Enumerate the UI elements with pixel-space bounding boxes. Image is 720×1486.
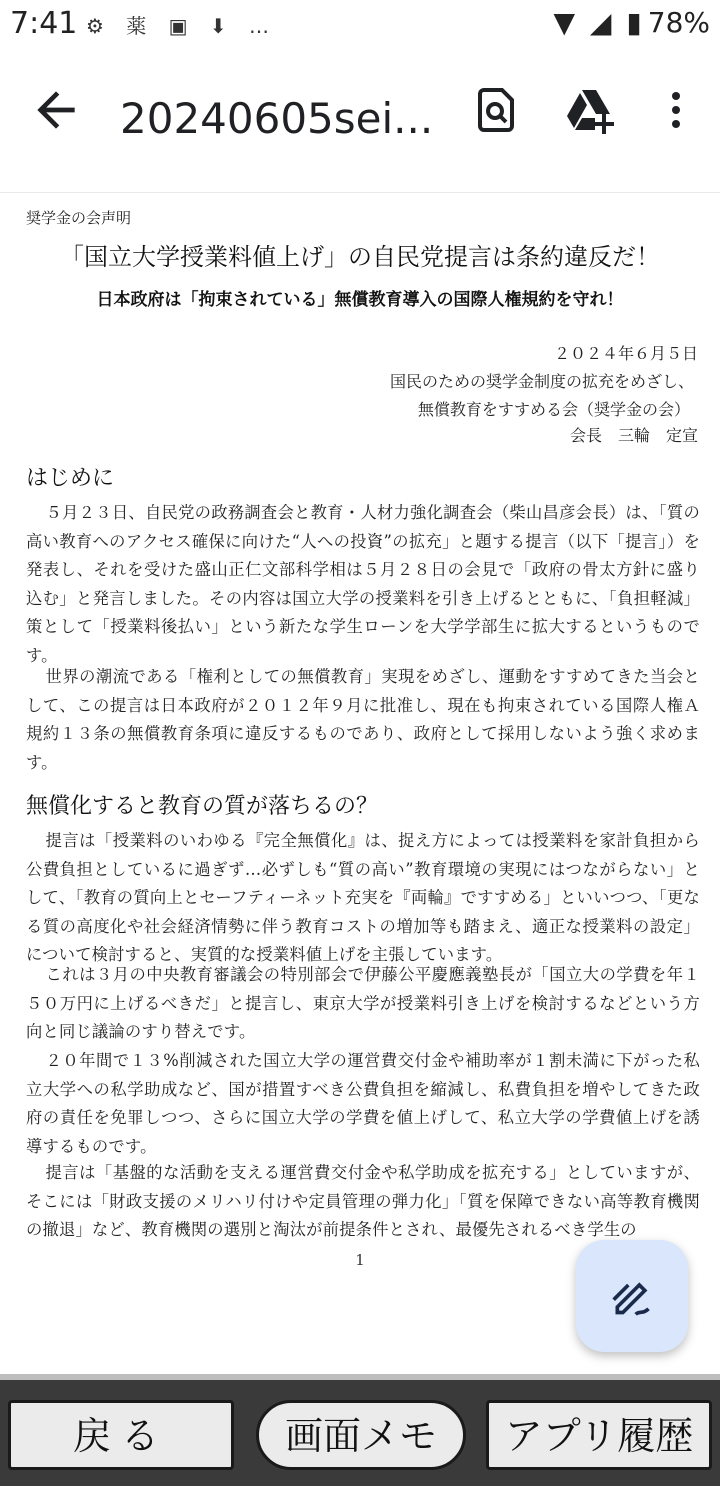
add-to-drive-icon[interactable]: [566, 86, 614, 134]
signatory: 会長 三輪 定宣: [569, 426, 698, 445]
pen-icon: [610, 1274, 654, 1318]
status-right: [547, 6, 710, 39]
status-time: 7:41: [10, 6, 78, 41]
page-number: 1: [355, 1251, 365, 1269]
pdf-page[interactable]: [0, 192, 720, 1373]
back-arrow-icon[interactable]: [28, 82, 84, 138]
download-icon: ⬇: [209, 14, 235, 38]
organization-line-2: 無償教育をすすめる会（奨学金の会）: [417, 400, 690, 419]
notification-icons: [86, 10, 277, 39]
organization-line-1: 国民のための奨学金制度の拡充をめざし、: [389, 372, 694, 391]
pro-app-icon: ⚙: [86, 14, 112, 38]
wifi-icon: ▼: [553, 6, 575, 39]
section-heading-quality: 無償化すると教育の質が落ちるの？: [26, 794, 379, 819]
document-title: 20240605sei...: [120, 94, 434, 143]
bottom-navigation: [0, 1374, 720, 1486]
battery-percent: 78%: [647, 6, 710, 39]
more-notifications: …: [249, 14, 278, 38]
more-options-icon[interactable]: [652, 86, 700, 134]
document-subheading: 日本政府は「拘束されている」無償教育導入の国際人権規約を守れ！: [96, 290, 624, 310]
paragraph-1: ５月２３日、自民党の政務調査会と教育・人材力強化調査会（柴山昌彦会長）は、「質の高い教育へのアクセス確保に向けた“人への投資”の拡充」と題する提言（以下「提言」）を発表し、それを受けた盛山正仁文部科学相は５月２８日の会見で「政府の骨太方針に盛り込む」と発言しました。その内容は国立大学の授業料を引き上げるとともに、「負担軽減」策として「授業料後払い」という新たな学生ローンを大学学部生に拡大するというものです。: [26, 503, 700, 665]
paragraph-5: ２０年間で１３%削減された国立大学の運営費交付金や補助率が１割未満に下がった私立大学への私学助成など、国が措置すべき公費負担を縮減し、私費負担を増やしてきた政府の責任を免罪しつつ、さらに国立大学の学費を値上げして、私立大学の学費値上げを誘導するものです。: [26, 1051, 700, 1156]
paragraph-3: 提言は「授業料のいわゆる『完全無償化』は、捉え方によっては授業料を家計負担から公費負担としているに過ぎず…必ずしも“質の高い”教育環境の実現にはつながらない」として、「教育の質向上とセーフティーネット充実を『両輪』ですすめる」といいつつ、「更なる質の高度化や社会経済情勢に伴う教育コストの増加等も踏まえ、適正な授業料の設定」について検討すると、実質的な授業料値上げを主張しています。: [26, 831, 700, 964]
vibrate-icon: ▣: [168, 14, 196, 38]
section-heading-intro: はじめに: [26, 466, 115, 491]
nav-recent-apps-button[interactable]: アプリ履歴: [486, 1400, 712, 1470]
medicine-notification: 薬: [126, 14, 155, 38]
document-heading: 「国立大学授業料値上げ」の自民党提言は条約違反だ！: [60, 243, 660, 271]
paragraph-4: これは３月の中央教育審議会の特別部会で伊藤公平慶應義塾長が「国立大の学費を年１５０万円に上げるべきだ」と提言し、東京大学が授業料引き上げを検討するなどという方向と同じ議論のすり替えです。: [26, 965, 700, 1041]
paragraph-2: 世界の潮流である「権利としての無償教育」実現をめざし、運動をすすめてきた当会として、この提言は日本政府が２０１２年９月に批准し、現在も拘束されている国際人権Ａ規約１３条の無償教育条項に違反するものであり、政府として採用しないよう強く求めます。: [26, 667, 700, 772]
battery-icon: ▮: [626, 6, 642, 39]
app-toolbar: [0, 52, 720, 192]
status-bar: [0, 0, 720, 52]
paragraph-6: 提言は「基盤的な活動を支える運営費交付金や私学助成を拡充する」としていますが、そこには「財政支援のメリハリ付けや定員管理の弾力化」「質を保障できない高等教育機関の撤退」など、教育機関の選別と淘汰が前提条件とされ、最優先されるべき学生の: [26, 1163, 700, 1239]
statement-date: ２０２４年６月５日: [553, 344, 698, 363]
nav-back-button[interactable]: 戻る: [8, 1400, 234, 1470]
signal-icon: ◢: [589, 6, 612, 39]
find-in-page-icon[interactable]: [472, 86, 520, 134]
nav-memo-button[interactable]: 画面メモ: [256, 1400, 466, 1470]
annotate-button[interactable]: [576, 1240, 688, 1352]
document-label: 奨学金の会声明: [26, 209, 132, 227]
